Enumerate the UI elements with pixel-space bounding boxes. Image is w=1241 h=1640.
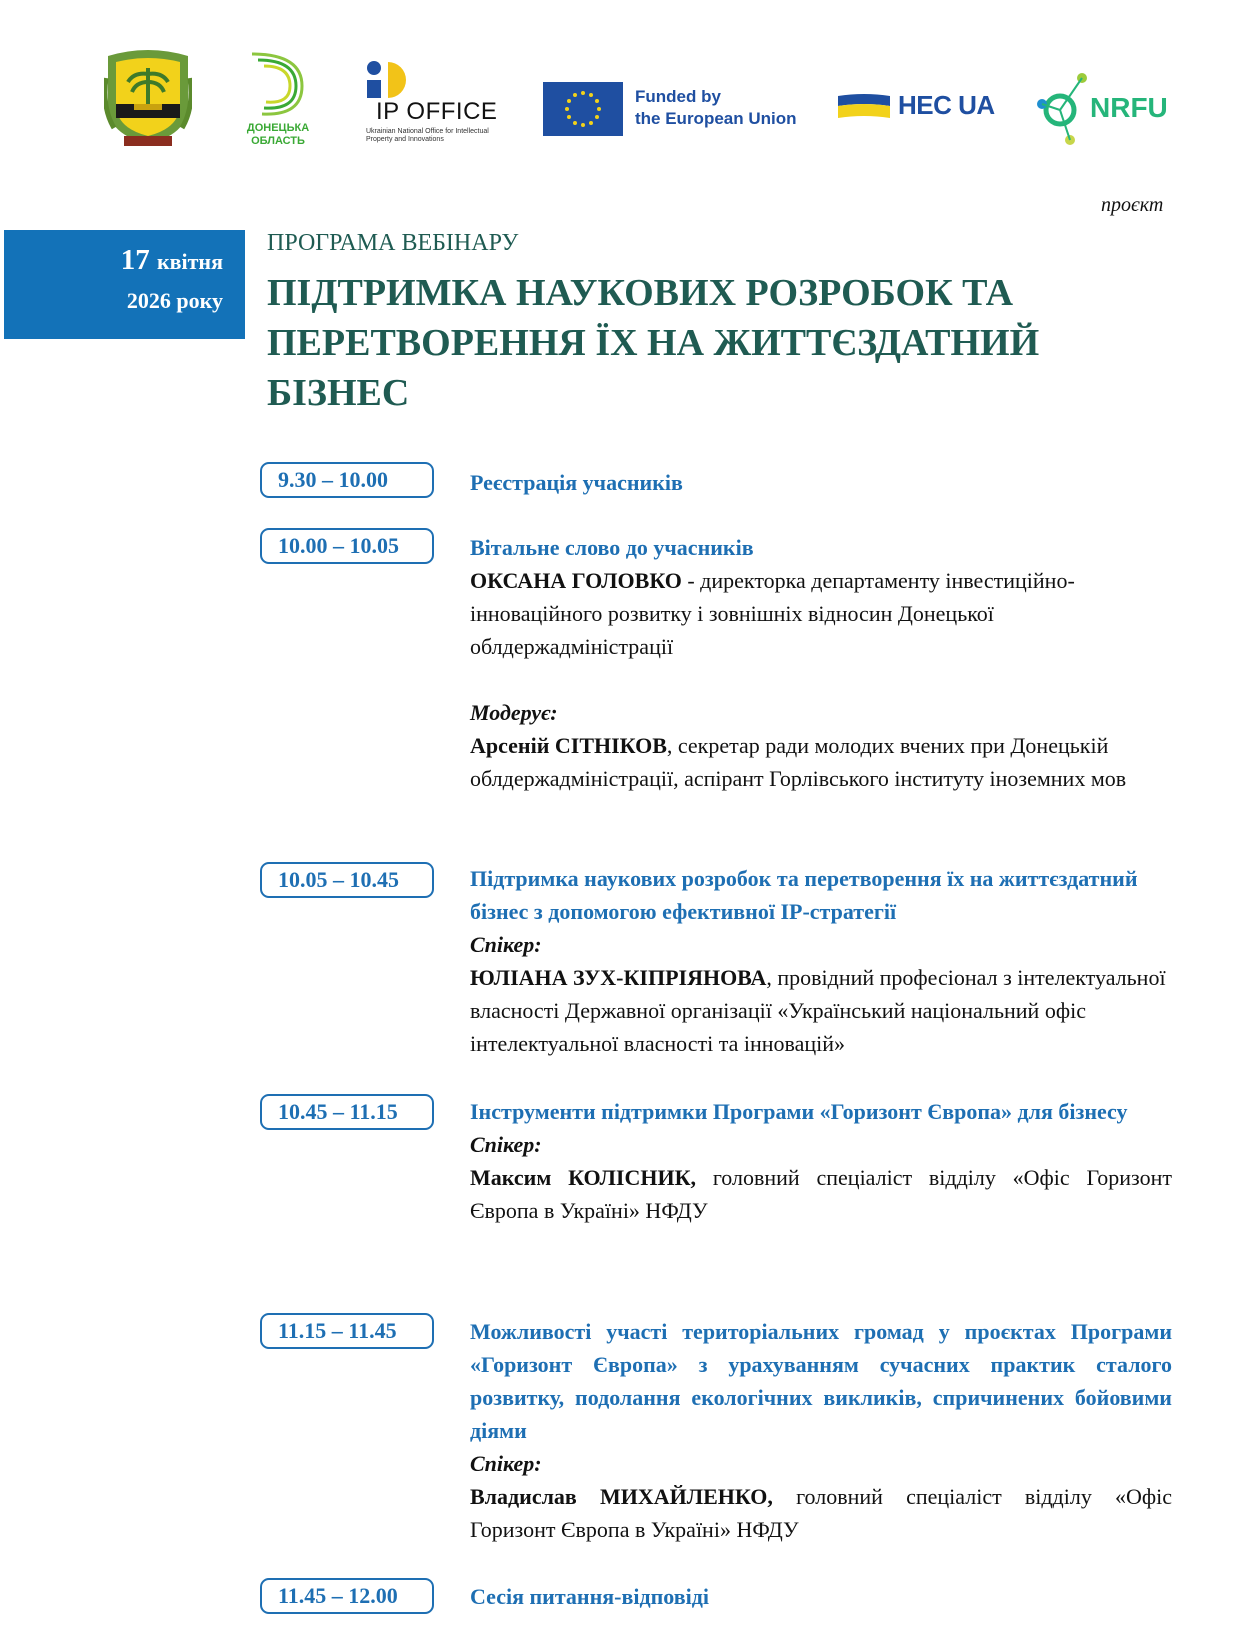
heca-ua-text: HEC UA — [898, 90, 995, 120]
page-title: ПІДТРИМКА НАУКОВИХ РОЗРОБОК ТА ПЕРЕТВОРЕННЯ ЇХ НА ЖИТТЄЗДАТНИЙ БІЗНЕС — [267, 272, 1040, 414]
time-slot-badge: 9.30 – 10.00 — [260, 462, 434, 498]
agenda-topic: Інструменти підтримки Програми «Горизонт Європа» для бізнесу — [470, 1099, 1128, 1124]
heca-ua-logo — [836, 90, 1008, 126]
agenda-item — [470, 1095, 1172, 1227]
speaker-line — [470, 1480, 1172, 1546]
donetsk-logo-line2: ОБЛАСТЬ — [251, 135, 305, 147]
agenda-topic: Можливості участі територіальних громад у проєктах Програми «Горизонт Європа» з урахуванням сучасних практик сталого розвитку, подолання екологічних викликів, спричинених бойовими діями — [470, 1319, 1172, 1443]
speaker-line — [470, 564, 1172, 663]
speaker-name: ОКСАНА ГОЛОВКО — [470, 568, 682, 593]
speaker-description: - директорка департаменту інвестиційно-інноваційного розвитку і зовнішніх відносин Донецької облдержадміністрації — [470, 568, 1075, 659]
speaker-description: головний спеціаліст відділу «Офіс Горизонт Європа в Україні» НФДУ — [470, 1165, 1172, 1223]
moderator-line — [470, 729, 1172, 795]
speaker-description: головний спеціаліст відділу «Офіс Горизонт Європа в Україні» НФДУ — [470, 1484, 1172, 1542]
speaker-description: , провідний професіонал з інтелектуальної власності Державної організації «Український національний офіс інтелектуальної власності та інновацій» — [470, 965, 1166, 1056]
agenda-item — [470, 1315, 1172, 1546]
agenda-topic: Сесія питання-відповіді — [470, 1584, 709, 1609]
agenda-item — [470, 1580, 1172, 1613]
moderator-description: , секретар ради молодих вчених при Донецькій облдержадміністрації, аспірант Горлівського інституту іноземних мов — [470, 733, 1127, 791]
event-date-year: 2026 року — [126, 288, 223, 313]
speaker-line — [470, 961, 1172, 1060]
speaker-name: ЮЛІАНА ЗУХ-КІПРІЯНОВА — [470, 965, 767, 990]
draft-label: проєкт — [1101, 194, 1164, 216]
agenda-item — [470, 466, 1172, 499]
agenda-topic: Підтримка наукових розробок та перетворення їх на життєздатний бізнес з допомогою ефективної ІР-стратегії — [470, 866, 1138, 924]
time-slot-badge: 11.45 – 12.00 — [260, 1578, 434, 1614]
program-label: ПРОГРАМА ВЕБІНАРУ — [267, 230, 519, 256]
agenda-item — [470, 862, 1172, 1060]
speaker-line — [470, 1161, 1172, 1227]
date-month: квітня — [156, 249, 223, 274]
donetsk-region-logo — [232, 50, 324, 150]
eu-flag-icon — [543, 82, 623, 136]
date-day-number: 17 — [120, 244, 150, 276]
eu-funding-logo — [543, 82, 813, 136]
donetsk-logo-line1: ДОНЕЦЬКА — [246, 122, 310, 134]
event-date-day — [121, 244, 223, 277]
speaker-label: Спікер: — [470, 1132, 542, 1157]
eu-funded-line1: Funded by — [635, 87, 721, 106]
speaker-name: Максим КОЛІСНИК, — [470, 1165, 697, 1190]
moderator-label: Модерує: — [470, 700, 558, 725]
agenda-topic: Реєстрація учасників — [470, 470, 683, 495]
speaker-label: Спікер: — [470, 1451, 542, 1476]
ip-office-logo — [366, 60, 506, 150]
ip-office-title: IP OFFICE — [376, 98, 498, 125]
ip-office-subtitle: Ukrainian National Office for Intellectual Property and Innovations — [366, 128, 489, 143]
speaker-name: Владислав МИХАЙЛЕНКО, — [470, 1484, 773, 1509]
speaker-label: Спікер: — [470, 932, 542, 957]
donetsk-coat-of-arms-logo — [104, 48, 192, 148]
agenda-item — [470, 531, 1172, 795]
time-slot-badge: 10.00 – 10.05 — [260, 528, 434, 564]
eu-funded-line2: the European Union — [635, 109, 797, 128]
time-slot-badge: 10.05 – 10.45 — [260, 862, 434, 898]
time-slot-badge: 10.45 – 11.15 — [260, 1094, 434, 1130]
moderator-name: Арсеній СІТНІКОВ — [470, 733, 667, 758]
agenda-topic: Вітальне слово до учасників — [470, 535, 754, 560]
date-box — [4, 230, 245, 339]
time-slot-badge: 11.15 – 11.45 — [260, 1313, 434, 1349]
nrfu-logo — [1030, 70, 1172, 150]
nrfu-text: NRFU — [1090, 92, 1168, 123]
